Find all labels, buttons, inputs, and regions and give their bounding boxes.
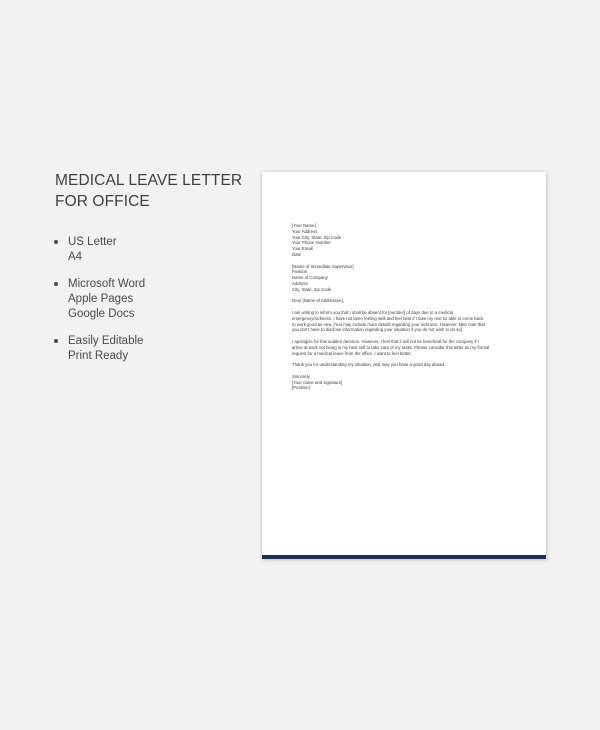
letter-line: Your Email (292, 246, 313, 252)
letter-line: [Your name and signature] (292, 379, 343, 385)
letter-line: I am writing to inform you that I shall be absent for [number] of days due to a medical (292, 309, 453, 315)
letter-preview (262, 172, 546, 559)
closing-block (292, 374, 524, 391)
letter-line: [Name of Immediate Supervisor] (292, 263, 354, 269)
paragraph-1 (292, 310, 524, 333)
letter-line: Address (292, 280, 308, 286)
bullet-icon (54, 339, 58, 343)
letter-line: to work good as new. [You may include more details regarding your sickness. However, take note that (292, 321, 485, 327)
letter-line: Your Address (292, 228, 318, 234)
letter-line: [Position] (292, 385, 310, 391)
letter-line: Sincerely, (292, 373, 311, 379)
feature-line: Google Docs (68, 308, 135, 320)
letter-line: Your City, State, Zip Code (292, 234, 342, 240)
feature-apps (54, 277, 145, 322)
feature-line: US Letter (68, 236, 117, 248)
letter-line: request for a medical leave from the office. I want to feel better. (292, 350, 412, 356)
letter-line: emergency/sickness. I have not been feeling well and feel best if I take my rest so able to come back (292, 315, 484, 321)
feature-editing (54, 334, 145, 364)
recipient-block (292, 264, 524, 293)
paragraph-2 (292, 339, 524, 356)
paragraph-3: Thank you for understanding my situation, and may you have a good day ahead. (292, 362, 446, 368)
letter-line: [Your Name] (292, 223, 316, 228)
title-line-2: FOR OFFICE (55, 193, 150, 210)
letter-line: I apologize for this sudden decision. However, I feel that it will not be beneficial for the company if I (292, 338, 480, 344)
letter-line: City, State, Zip Code (292, 286, 332, 292)
feature-formats (54, 235, 145, 265)
letter-line: Your Phone Number (292, 240, 331, 246)
feature-line: Print Ready (68, 350, 129, 362)
letter-body (292, 223, 524, 391)
document-footer-bar (262, 555, 546, 559)
feature-line: Apple Pages (68, 293, 134, 305)
sender-block (292, 223, 524, 258)
letter-line: Date (292, 251, 302, 257)
bullet-icon (54, 282, 58, 286)
title-line-1: MEDICAL LEAVE LETTER (55, 172, 243, 189)
feature-line: A4 (68, 251, 83, 263)
letter-line: Position (292, 269, 308, 275)
letter-line: you don't have to disclose information regarding your situation if you do not wish to do so] (292, 327, 462, 333)
letter-line: Name of Company (292, 275, 328, 281)
feature-line: Easily Editable (68, 335, 144, 347)
feature-line: Microsoft Word (68, 278, 146, 290)
letter-line: arrive at work not being in my best self to take care of my tasks. Please consider this letter as my formal (292, 344, 490, 350)
bullet-icon (54, 240, 58, 244)
feature-list (54, 235, 145, 376)
template-title (55, 170, 255, 212)
salutation: Dear [Name of Addressee], (292, 298, 344, 304)
